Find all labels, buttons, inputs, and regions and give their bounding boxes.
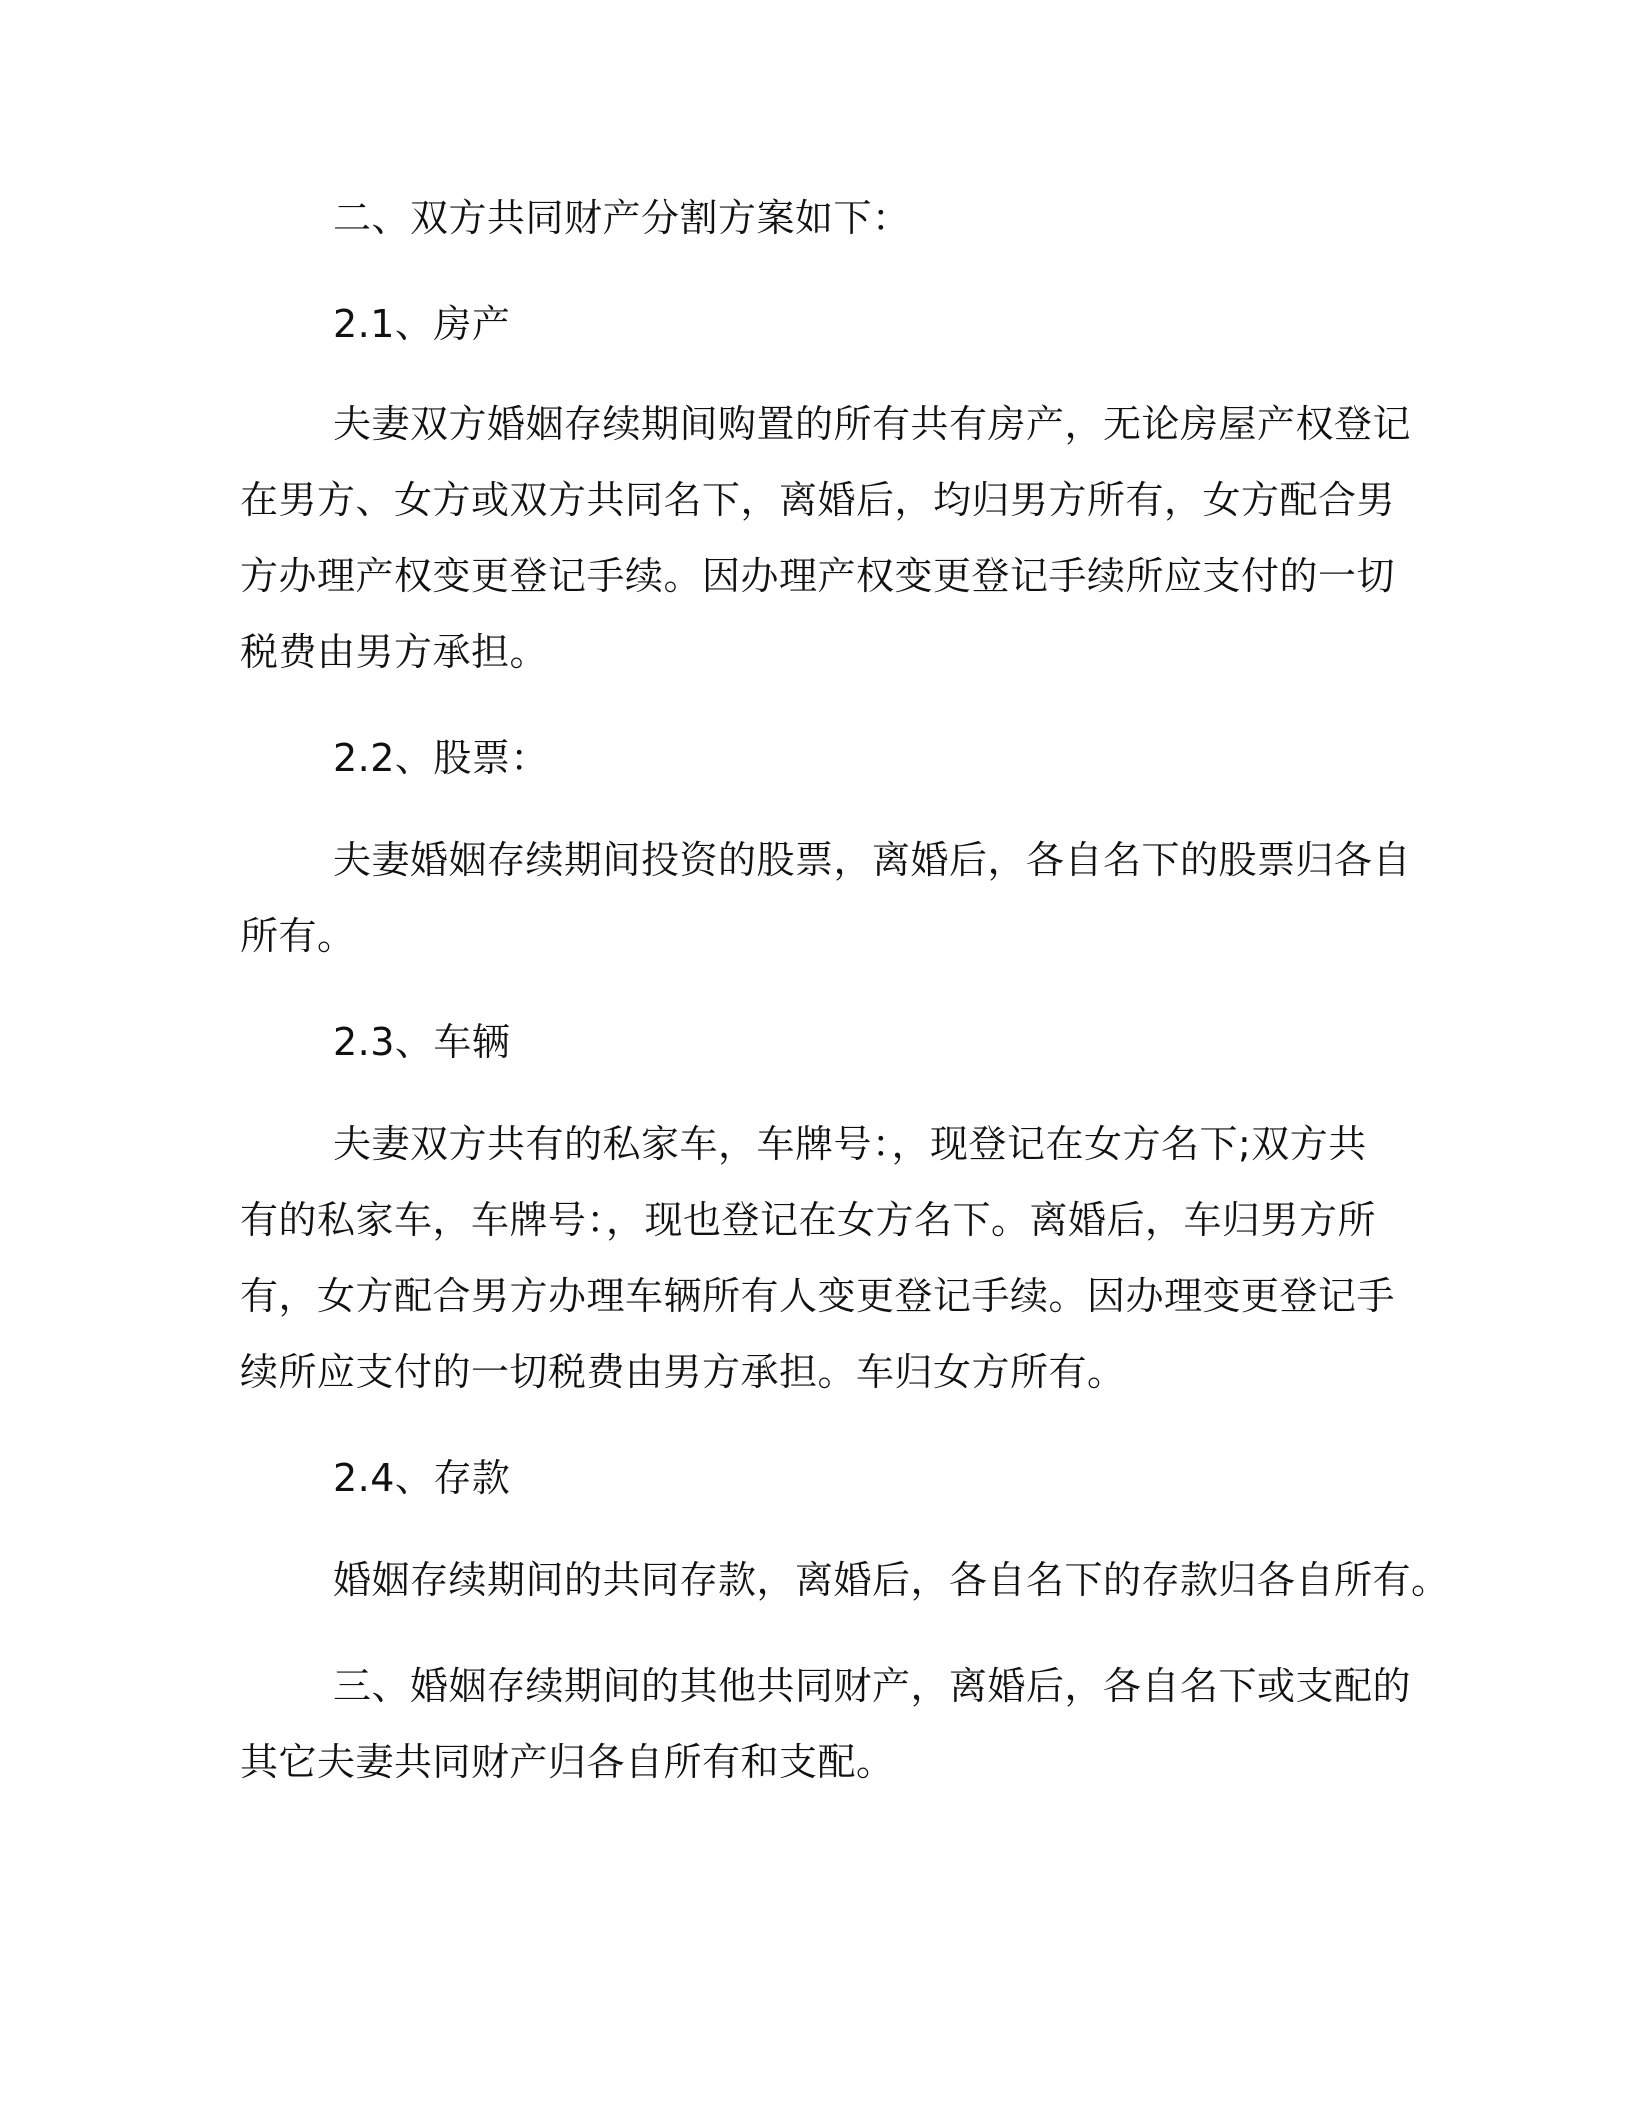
section-2-4-heading: 2.4、存款 (333, 1456, 511, 1500)
section-2-3-line-4: 续所应支付的一切税费由男方承担。车归女方所有。 (240, 1350, 1126, 1394)
section-2-4-line-1: 婚姻存续期间的共同存款，离婚后，各自名下的存款归各自所有。 (333, 1558, 1450, 1602)
section-2-1-heading: 2.1、房产 (333, 302, 511, 346)
section-2-3-line-2: 有的私家车，车牌号：，现也登记在女方名下。离婚后，车归男方所 (240, 1198, 1377, 1242)
section-2-1-line-1: 夫妻双方婚姻存续期间购置的所有共有房产，无论房屋产权登记 (333, 402, 1412, 446)
section-2-1-line-4: 税费由男方承担。 (240, 630, 549, 674)
section-2-2-line-2: 所有。 (240, 914, 356, 958)
section-2-heading: 二、双方共同财产分割方案如下： (333, 196, 911, 240)
section-2-3-line-3: 有，女方配合男方办理车辆所有人变更登记手续。因办理变更登记手 (240, 1274, 1396, 1318)
section-3-line-1: 三、婚姻存续期间的其他共同财产，离婚后，各自名下或支配的 (333, 1664, 1412, 1708)
section-3-line-2: 其它夫妻共同财产归各自所有和支配。 (240, 1740, 895, 1784)
section-2-3-heading: 2.3、车辆 (333, 1020, 511, 1064)
section-2-2-heading: 2.2、股票： (333, 736, 549, 780)
section-2-2-line-1: 夫妻婚姻存续期间投资的股票，离婚后，各自名下的股票归各自 (333, 838, 1412, 882)
section-2-1-line-3: 方办理产权变更登记手续。因办理产权变更登记手续所应支付的一切 (240, 554, 1396, 598)
section-2-3-line-1: 夫妻双方共有的私家车，车牌号：，现登记在女方名下;双方共 (333, 1122, 1367, 1166)
section-2-1-line-2: 在男方、女方或双方共同名下，离婚后，均归男方所有，女方配合男 (240, 478, 1396, 522)
